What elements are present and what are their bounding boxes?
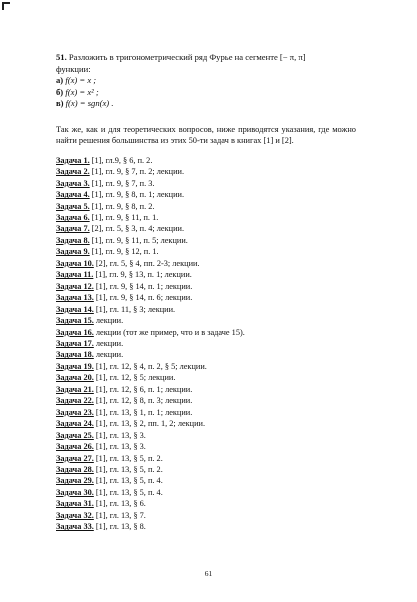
page-content <box>56 52 356 533</box>
task-item <box>56 349 356 360</box>
task-label: Задача 6. <box>56 213 90 223</box>
task-item <box>56 315 356 326</box>
task-reference: [1], гл. 13, § 1, п. 1; лекции. <box>93 407 193 417</box>
task-item <box>56 292 356 303</box>
task-reference: [1], гл. 9, § 11, п. 5; лекции. <box>89 235 188 245</box>
task-reference: [1], гл. 13, § 7. <box>93 510 146 520</box>
task-reference: [1], гл. 12, § 4, п. 2, § 5; лекции. <box>93 361 207 371</box>
task-label: Задача 20. <box>56 373 94 383</box>
task-item <box>56 395 356 406</box>
problem-number: 51. <box>56 52 67 62</box>
task-reference-list <box>56 155 356 533</box>
task-item <box>56 223 356 234</box>
task-item <box>56 464 356 475</box>
task-label: Задача 28. <box>56 465 94 474</box>
problem-51 <box>56 52 356 110</box>
task-label: Задача 8. <box>56 235 90 245</box>
task-label: Задача 31. <box>56 499 94 509</box>
task-label: Задача 22. <box>56 396 94 406</box>
item-label: а) <box>56 75 64 86</box>
task-reference: [1], гл. 13, § 5, п. 4. <box>93 476 163 486</box>
task-item <box>56 338 356 349</box>
task-label: Задача 32. <box>56 510 94 520</box>
task-item <box>56 521 356 532</box>
task-item <box>56 475 356 486</box>
task-reference: [1], гл. 11, § 3; лекции. <box>93 304 176 314</box>
task-label: Задача 29. <box>56 476 94 486</box>
task-label: Задача 7. <box>56 224 90 234</box>
task-reference: [1], гл. 13, § 5, п. 2. <box>93 453 163 463</box>
task-label: Задача 33. <box>56 522 94 532</box>
task-label: Задача 25. <box>56 430 94 440</box>
task-item <box>56 327 356 338</box>
task-reference: [2], гл. 5, § 3, п. 4; лекции. <box>89 224 185 234</box>
task-reference: [1], гл. 9, § 14, п. 1; лекции. <box>93 281 193 291</box>
task-item <box>56 384 356 395</box>
item-formula: f(x) = sgn(x) . <box>65 98 114 109</box>
item-label: в) <box>56 98 64 109</box>
task-reference: [1], гл. 12, § 6, п. 1; лекции. <box>93 384 193 394</box>
task-reference: [1], гл. 13, § 5, п. 2. <box>93 465 163 474</box>
page-number: 61 <box>204 569 213 578</box>
task-item <box>56 498 356 509</box>
problem-statement <box>56 52 356 64</box>
task-label: Задача 5. <box>56 201 90 211</box>
problem-text: Разложить в тригонометрический ряд Фурье на сегменте [− π, π] <box>68 52 306 62</box>
task-label: Задача 18. <box>56 350 94 360</box>
intro-paragraph: Так же, как и для теоретических вопросов, ниже приводятся указания, где можно найти решения большинства из этих 50-ти задач в книгах [1] и [2]. <box>56 124 356 146</box>
task-reference: [1], гл. 9, § 12, п. 1. <box>89 247 159 257</box>
task-reference: [1], гл.9, § 6, п. 2. <box>89 155 153 165</box>
task-label: Задача 15. <box>56 316 94 326</box>
task-reference: [1], гл. 13, § 8. <box>93 522 146 532</box>
item-label: б) <box>56 86 64 97</box>
task-reference: [1], гл. 13, § 5, п. 4. <box>93 487 163 497</box>
task-item <box>56 155 356 166</box>
task-reference: [1], гл. 9, § 7, п. 2; лекции. <box>89 167 185 177</box>
task-label: Задача 24. <box>56 419 94 429</box>
task-reference: [1], гл. 13, § 3. <box>93 442 146 452</box>
problem-text-continued: функции: <box>56 63 91 74</box>
task-label: Задача 30. <box>56 487 94 497</box>
task-item <box>56 430 356 441</box>
task-label: Задача 9. <box>56 247 90 257</box>
task-item <box>56 246 356 257</box>
task-item <box>56 189 356 200</box>
task-item <box>56 269 356 280</box>
task-reference: [1], гл. 13, § 2, пп. 1, 2; лекции. <box>93 419 206 429</box>
task-item <box>56 510 356 521</box>
task-label: Задача 17. <box>56 339 94 349</box>
task-label: Задача 13. <box>56 293 94 303</box>
task-item <box>56 487 356 498</box>
task-label: Задача 23. <box>56 407 94 417</box>
task-item <box>56 453 356 464</box>
task-label: Задача 2. <box>56 167 90 177</box>
scan-corner-mark <box>2 2 10 10</box>
task-label: Задача 10. <box>56 258 94 268</box>
task-reference: лекции. <box>93 316 124 326</box>
task-item <box>56 441 356 452</box>
task-item <box>56 361 356 372</box>
task-reference: [1], гл. 13, § 6. <box>93 499 146 509</box>
task-reference: [2], гл. 5, § 4, пп. 2-3; лекции. <box>93 258 200 268</box>
task-reference: [1], гл. 12, § 8, п. 3; лекции. <box>93 396 193 406</box>
task-label: Задача 27. <box>56 453 94 463</box>
task-item <box>56 281 356 292</box>
task-item <box>56 201 356 212</box>
task-item <box>56 258 356 269</box>
problem-item <box>56 87 356 99</box>
task-item <box>56 304 356 315</box>
task-item <box>56 235 356 246</box>
task-label: Задача 19. <box>56 361 94 371</box>
task-label: Задача 3. <box>56 178 90 188</box>
task-reference: [1], гл. 13, § 3. <box>93 430 146 440</box>
task-reference: [1], гл. 9, § 13, п. 1; лекции. <box>93 270 192 280</box>
task-item <box>56 212 356 223</box>
task-item <box>56 407 356 418</box>
task-item <box>56 418 356 429</box>
task-item <box>56 178 356 189</box>
task-reference: лекции. <box>93 339 124 349</box>
task-reference: лекции. <box>93 350 124 360</box>
item-formula: f(x) = x ; <box>65 75 97 86</box>
task-reference: [1], гл. 9, § 14, п. 6; лекции. <box>93 293 193 303</box>
task-label: Задача 26. <box>56 442 94 452</box>
task-reference: [1], гл. 12, § 5; лекции. <box>93 373 176 383</box>
task-label: Задача 11. <box>56 270 94 280</box>
task-reference: [1], гл. 9, § 8, п. 1; лекции. <box>89 190 185 200</box>
task-reference: [1], гл. 9, § 8, п. 2. <box>89 201 155 211</box>
task-label: Задача 14. <box>56 304 94 314</box>
task-label: Задача 1. <box>56 155 90 165</box>
task-reference: лекции (тот же пример, что и в задаче 15). <box>93 327 245 337</box>
problem-item <box>56 98 356 110</box>
item-formula: f(x) = x² ; <box>65 86 99 97</box>
task-label: Задача 16. <box>56 327 94 337</box>
task-reference: [1], гл. 9, § 11, п. 1. <box>89 213 159 223</box>
task-label: Задача 12. <box>56 281 94 291</box>
task-item <box>56 372 356 383</box>
task-label: Задача 4. <box>56 190 90 200</box>
task-item <box>56 166 356 177</box>
task-label: Задача 21. <box>56 384 94 394</box>
task-reference: [1], гл. 9, § 7, п. 3. <box>89 178 155 188</box>
problem-item <box>56 75 356 87</box>
